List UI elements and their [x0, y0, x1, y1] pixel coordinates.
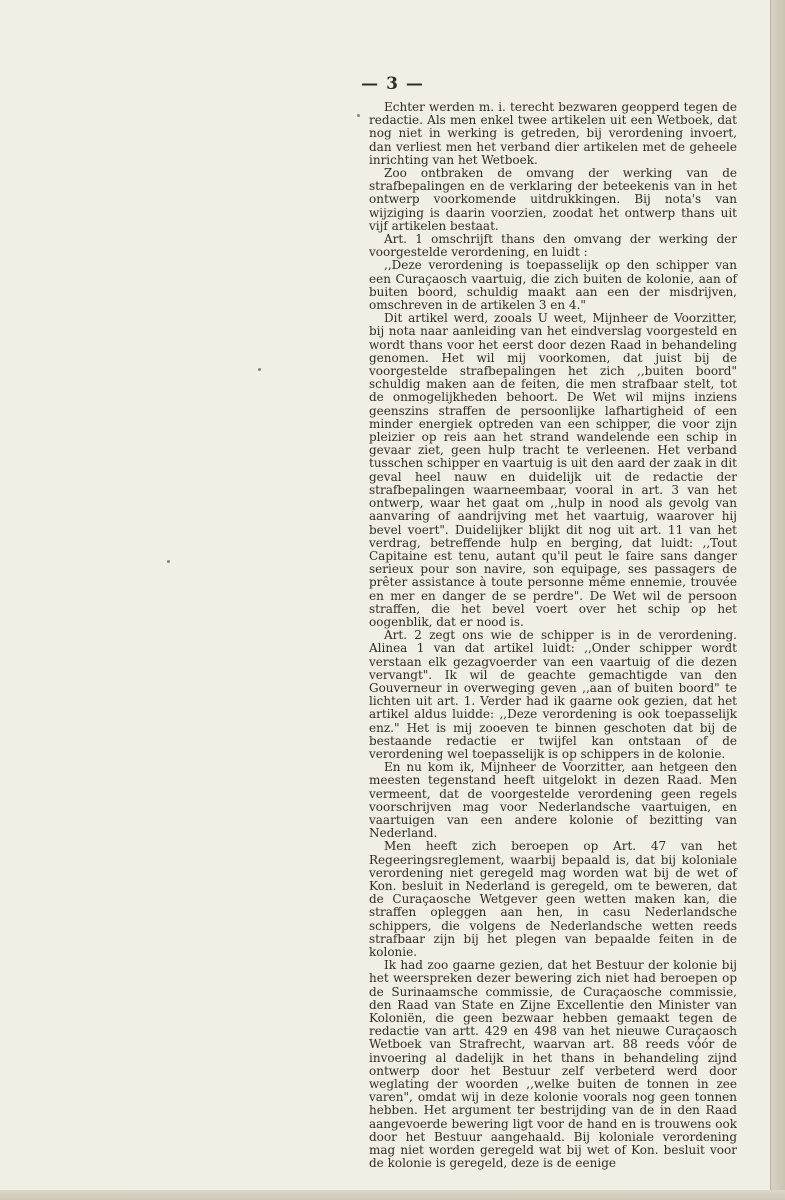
paragraph: Echter werden m. i. terecht bezwaren geopperd tegen de redactie. Als men enkel twee artikelen uit een Wetboek, dat nog niet in werking is getreden, bij verordening invoert, dan verliest men het verband dier artikelen met de geheele inrichting van het Wetboek.: [369, 100, 737, 167]
paragraph: ,,Deze verordening is toepasselijk op den schipper van een Curaçaosch vaartuig, die zich buiten de kolonie, aan of buiten boord, schuldig maakt aan een der misdrijven, omschreven in de artikelen 3 en 4.": [369, 258, 737, 313]
page-edge-bottom: [0, 1190, 785, 1200]
page-edge-right: [770, 0, 785, 1200]
paragraph: Art. 1 omschrijft thans den omvang der werking der voorgestelde verordening, en luidt :: [369, 232, 737, 260]
margin-mark: [258, 368, 261, 371]
paragraph: En nu kom ik, Mijnheer de Voorzitter, aan hetgeen den meesten tegenstand heeft uitgelokt in dezen Raad. Men vermeent, dat de voorgestelde verordening geen regels voorschrijven mag voor Nederlandsche vaartuigen, en vaartuigen van een andere kolonie of bezitting van Nederland.: [369, 760, 737, 841]
text-column: [369, 101, 737, 1170]
margin-mark: [357, 114, 360, 117]
paragraph: Men heeft zich beroepen op Art. 47 van het Regeeringsreglement, waarbij bepaald is, dat bij koloniale verordening niet geregeld mag worden wat bij de wet of Kon. besluit in Nederland is geregeld, om te beweren, dat de Curaçaosche Wetgever geen wetten maken kan, die straffen opleggen aan hen, in casu Nederlandsche schippers, die volgens de Nederlandsche wetten reeds strafbaar zijn bij het plegen van bepaalde feiten in de kolonie.: [369, 839, 737, 959]
margin-mark: [167, 560, 170, 563]
paragraph: Ik had zoo gaarne gezien, dat het Bestuur der kolonie bij het weerspreken dezer bewering zich niet had beroepen op de Surinaamsche commissie, de Curaçaosche commissie, den Raad van State en Zijne Excellentie den Minister van Koloniën, die geen bezwaar hebben gemaakt tegen de redactie van artt. 429 en 498 van het nieuwe Curaçaosch Wetboek van Strafrecht, waarvan art. 88 reeds vóór de invoering al dadelijk in het thans in behandeling zijnd ontwerp door het Bestuur zelf verbeterd werd door weglating der woorden ,,welke buiten de tonnen in zee varen", omdat wij in deze kolonie voorals nog geen tonnen hebben. Het argument ter bestrijding van de in den Raad aangevoerde bewering ligt voor de hand en is trouwens ook door het Bestuur aangehaald. Bij koloniale verordening mag niet worden geregeld wat bij wet of Kon. besluit voor de kolonie is geregeld, deze is de eenige: [369, 958, 737, 1171]
page-number: — 3 —: [361, 74, 424, 94]
paragraph: Art. 2 zegt ons wie de schipper is in de verordening. Alinea 1 van dat artikel luidt: ,,Onder schipper wordt verstaan elk gezagvoerder van een vaartuig of die dezen vervangt". Ik wil de geachte gemachtigde van den Gouverneur in overweging geven ,,aan of buiten boord" te lichten uit art. 1. Verder had ik gaarne ook gezien, dat het artikel aldus luidde: ,,Deze verordening is ook toepasselijk enz." Het is mij zooeven te binnen geschoten dat bij de bestaande redactie er twijfel kan ontstaan of de verordening wel toepasselijk is op schippers in de kolonie.: [369, 628, 737, 761]
paragraph: Zoo ontbraken de omvang der werking van de strafbepalingen en de verklaring der beteekenis van in het ontwerp voorkomende uitdrukkingen. Bij nota's van wijziging is daarin voorzien, zoodat het ontwerp thans uit vijf artikelen bestaat.: [369, 166, 737, 233]
paragraph: Dit artikel werd, zooals U weet, Mijnheer de Voorzitter, bij nota naar aanleiding van het eindverslag voorgesteld en wordt thans voor het eerst door dezen Raad in behandeling genomen. Het wil mij voorkomen, dat juist bij de voorgestelde strafbepalingen het zich ,,buiten boord" schuldig maken aan de feiten, die men strafbaar stelt, tot de onmogelijkheden behoort. De Wet wil mijns inziens geenszins straffen de persoonlijke lafhartigheid of een minder energiek optreden van een schipper, die voor zijn pleizier op reis aan het strand wandelende een schip in gevaar ziet, geen hulp tracht te verleenen. Het verband tusschen schipper en vaartuig is uit den aard der zaak in dit geval heel nauw en duidelijk uit de redactie der strafbepalingen waarneembaar, vooral in art. 3 van het ontwerp, waar het gaat om ,,hulp in nood als gevolg van aanvaring of aandrijving met het vaartuig, waarover hij bevel voert". Duidelijker blijkt dit nog uit art. 11 van het verdrag, betreffende hulp en berging, dat luidt: ,,Tout Capitaine est tenu, autant qu'il peut le faire sans danger serieux pour son navire, son equipage, ses passagers de prêter assistance à toute personne même ennemie, trouvée en mer en danger de se perdre". De Wet wil de persoon straffen, die het bevel voert over het schip op het oogenblik, dat er nood is.: [369, 311, 737, 629]
